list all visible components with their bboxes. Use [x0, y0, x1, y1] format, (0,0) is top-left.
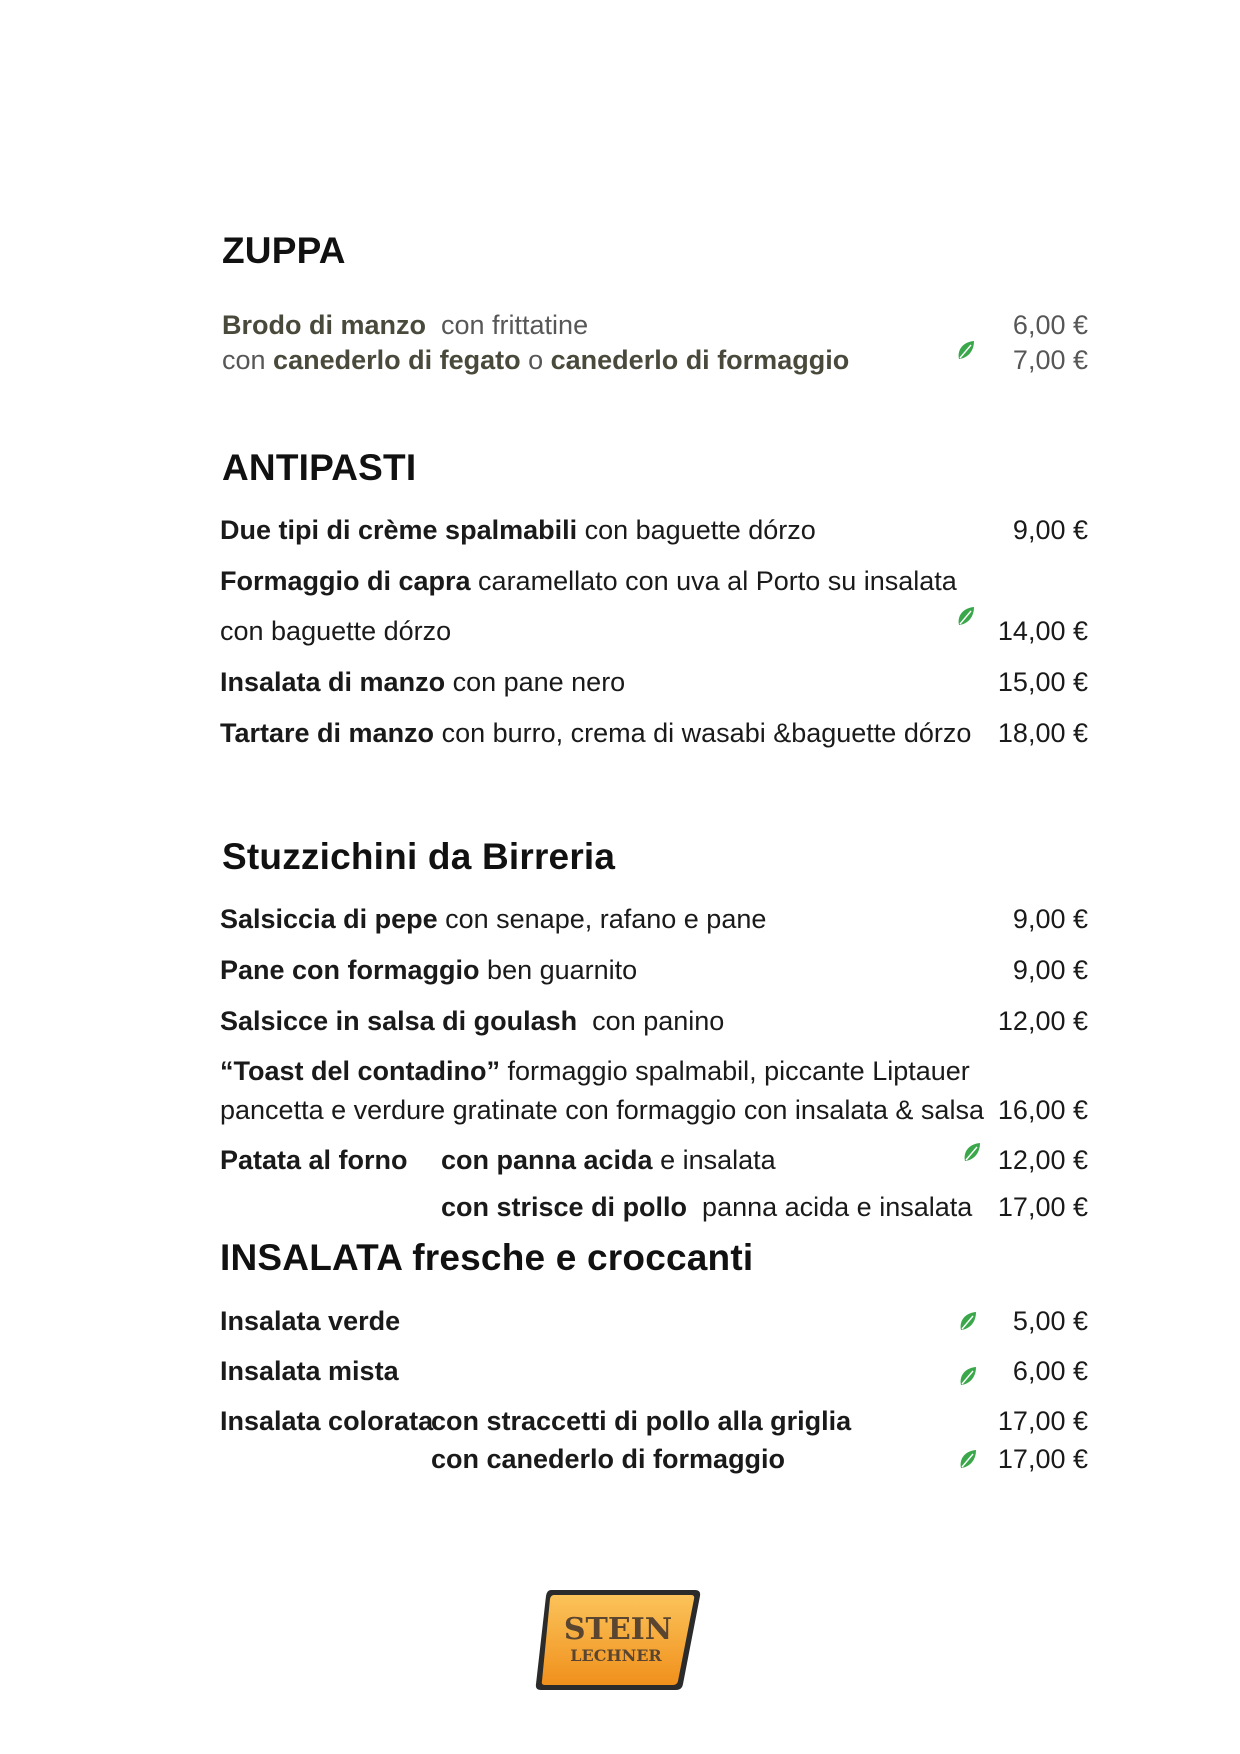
section-title-antipasti: ANTIPASTI [222, 447, 417, 488]
menu-item-insalata-colorata: Insalata colorata [220, 1406, 434, 1436]
menu-item-brodo: Brodo di manzo con frittatine [222, 310, 589, 340]
price-patata-pollo: 17,00 € [997, 1192, 1088, 1222]
price-insalata-manzo: 15,00 € [997, 667, 1088, 697]
steinlechner-logo [533, 1586, 703, 1694]
menu-item-insalata-verde: Insalata verde [220, 1306, 401, 1336]
logo-text-lechner: LECHNER [570, 1646, 662, 1665]
price-insalata-verde: 5,00 € [1012, 1306, 1088, 1336]
menu-item-patata-forno: Patata al forno [220, 1145, 408, 1175]
menu-item-salsiccia-pepe: Salsiccia di pepe con senape, rafano e pane [220, 904, 767, 934]
menu-item-formaggio-capra-line2: con baguette dórzo [220, 616, 452, 646]
price-salsicce-goulash: 12,00 € [997, 1006, 1088, 1036]
menu-item-toast-contadino-line2: pancetta e verdure gratinate con formaggio con insalata & salsa [220, 1095, 984, 1125]
section-title-zuppa: ZUPPA [222, 230, 346, 271]
price-insalata-colorata-canederlo: 17,00 € [997, 1444, 1088, 1474]
menu-item-insalata-colorata-canederlo: con canederlo di formaggio [431, 1444, 786, 1474]
price-toast-contadino: 16,00 € [997, 1095, 1088, 1125]
menu-item-creme: Due tipi di crème spalmabili con baguette dórzo [220, 515, 816, 545]
menu-item-brodo-canederlo: con canederlo di fegato o canederlo di formaggio [222, 345, 850, 375]
menu-item-insalata-colorata-pollo: con straccetti di pollo alla griglia [431, 1406, 852, 1436]
price-patata-panna: 12,00 € [997, 1145, 1088, 1175]
price-insalata-mista: 6,00 € [1012, 1356, 1088, 1386]
menu-item-formaggio-capra: Formaggio di capra caramellato con uva al Porto su insalata [220, 566, 957, 596]
price-salsiccia-pepe: 9,00 € [1012, 904, 1088, 934]
price-formaggio-capra: 14,00 € [997, 616, 1088, 646]
price-creme: 9,00 € [1012, 515, 1088, 545]
menu-item-pane-formaggio: Pane con formaggio ben guarnito [220, 955, 638, 985]
menu-item-salsicce-goulash: Salsicce in salsa di goulash con panino [220, 1006, 725, 1036]
menu-item-insalata-mista: Insalata mista [220, 1356, 399, 1386]
menu-item-tartare: Tartare di manzo con burro, crema di wasabi &baguette dórzo [220, 718, 972, 748]
section-title-stuzzichini: Stuzzichini da Birreria [222, 836, 616, 877]
price-brodo: 6,00 € [1012, 310, 1088, 340]
menu-item-toast-contadino: “Toast del contadino” formaggio spalmabil, piccante Liptauer [220, 1056, 970, 1086]
menu-item-patata-pollo: con strisce di pollo panna acida e insalata [441, 1192, 973, 1222]
logo-text-stein: STEIN [563, 1612, 673, 1647]
menu-item-insalata-manzo: Insalata di manzo con pane nero [220, 667, 626, 697]
price-brodo-canederlo: 7,00 € [1012, 345, 1088, 375]
price-insalata-colorata-pollo: 17,00 € [997, 1406, 1088, 1436]
menu-item-patata-panna: con panna acida e insalata [441, 1145, 776, 1175]
section-title-insalata: INSALATA fresche e croccanti [220, 1237, 754, 1278]
price-pane-formaggio: 9,00 € [1012, 955, 1088, 985]
price-tartare: 18,00 € [997, 718, 1088, 748]
